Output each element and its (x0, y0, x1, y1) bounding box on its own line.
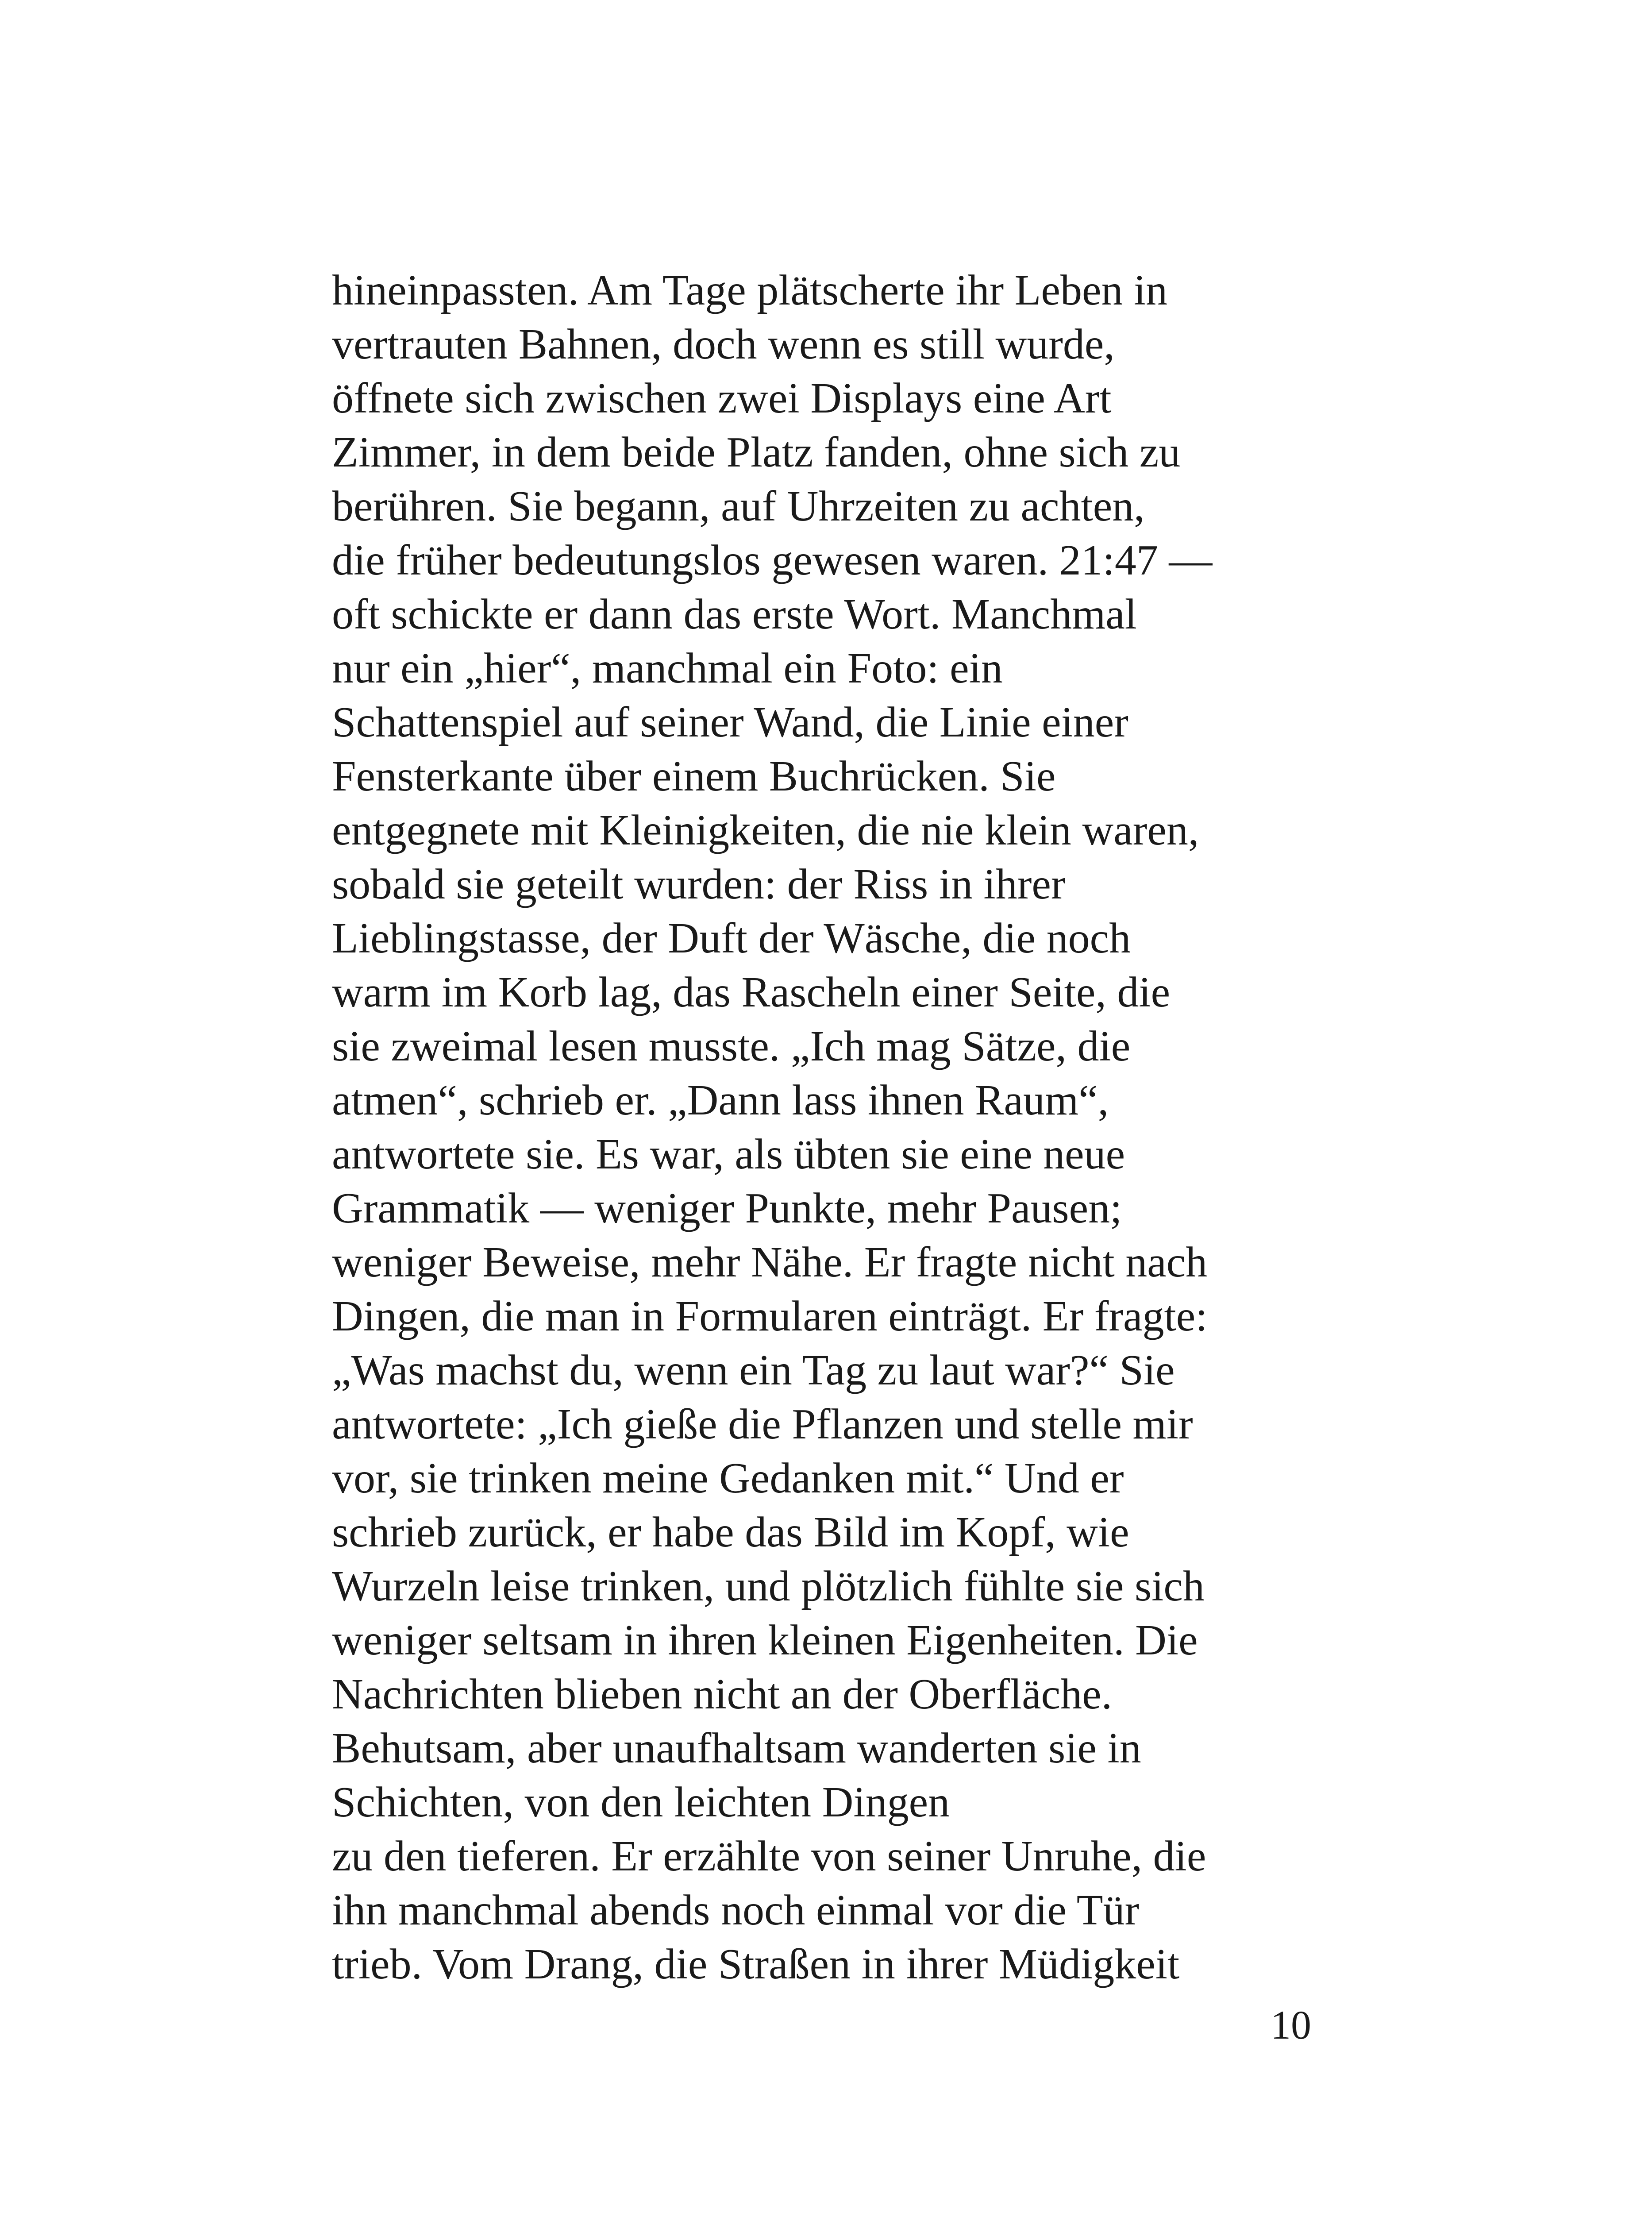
text-line: Zimmer, in dem beide Platz fanden, ohne sich zu (332, 428, 1181, 476)
text-line: atmen“, schrieb er. „Dann lass ihnen Raum“, (332, 1076, 1109, 1124)
text-line: hineinpassten. Am Tage plätscherte ihr Leben in (332, 266, 1168, 314)
page-number: 10 (1271, 2002, 1311, 2047)
text-line: zu den tieferen. Er erzählte von seiner Unruhe, die (332, 1832, 1206, 1880)
text-line: warm im Korb lag, das Rascheln einer Seite, die (332, 968, 1171, 1016)
text-line: weniger Beweise, mehr Nähe. Er fragte nicht nach (332, 1238, 1208, 1286)
text-line: Fensterkante über einem Buchrücken. Sie (332, 752, 1056, 800)
text-line: sie zweimal lesen musste. „Ich mag Sätze, die (332, 1022, 1131, 1070)
text-line: Nachrichten blieben nicht an der Oberfläche. (332, 1670, 1113, 1718)
text-line: Behutsam, aber unaufhaltsam wanderten sie in (332, 1724, 1141, 1772)
text-line: sobald sie geteilt wurden: der Riss in ihrer (332, 860, 1066, 908)
text-line: Dingen, die man in Formularen einträgt. Er fragte: (332, 1292, 1208, 1340)
text-line: öffnete sich zwischen zwei Displays eine Art (332, 374, 1112, 422)
body-text (332, 263, 1359, 1991)
text-line: vor, sie trinken meine Gedanken mit.“ Und er (332, 1454, 1124, 1502)
text-line: antwortete sie. Es war, als übten sie eine neue (332, 1130, 1125, 1178)
text-line: schrieb zurück, er habe das Bild im Kopf, wie (332, 1508, 1129, 1556)
text-line: oft schickte er dann das erste Wort. Manchmal (332, 590, 1137, 638)
text-line: Schichten, von den leichten Dingen (332, 1778, 950, 1826)
text-line: Grammatik — weniger Punkte, mehr Pausen; (332, 1184, 1122, 1232)
text-line: weniger seltsam in ihren kleinen Eigenheiten. Die (332, 1616, 1198, 1664)
text-line: ihn manchmal abends noch einmal vor die Tür (332, 1886, 1140, 1934)
text-line: Lieblingstasse, der Duft der Wäsche, die noch (332, 914, 1131, 962)
text-line: die früher bedeutungslos gewesen waren. 21:47 — (332, 536, 1213, 584)
text-line: Schattenspiel auf seiner Wand, die Linie einer (332, 698, 1128, 746)
text-line: Wurzeln leise trinken, und plötzlich fühlte sie sich (332, 1562, 1205, 1610)
text-line: berühren. Sie begann, auf Uhrzeiten zu achten, (332, 482, 1145, 530)
text-line: antwortete: „Ich gieße die Pflanzen und stelle mir (332, 1400, 1193, 1448)
text-line: vertrauten Bahnen, doch wenn es still wurde, (332, 320, 1115, 368)
text-line: nur ein „hier“, manchmal ein Foto: ein (332, 644, 1003, 692)
text-line: entgegnete mit Kleinigkeiten, die nie klein waren, (332, 806, 1199, 854)
text-line: trieb. Vom Drang, die Straßen in ihrer Müdigkeit (332, 1940, 1180, 1988)
text-line: „Was machst du, wenn ein Tag zu laut war?“ Sie (332, 1346, 1175, 1394)
